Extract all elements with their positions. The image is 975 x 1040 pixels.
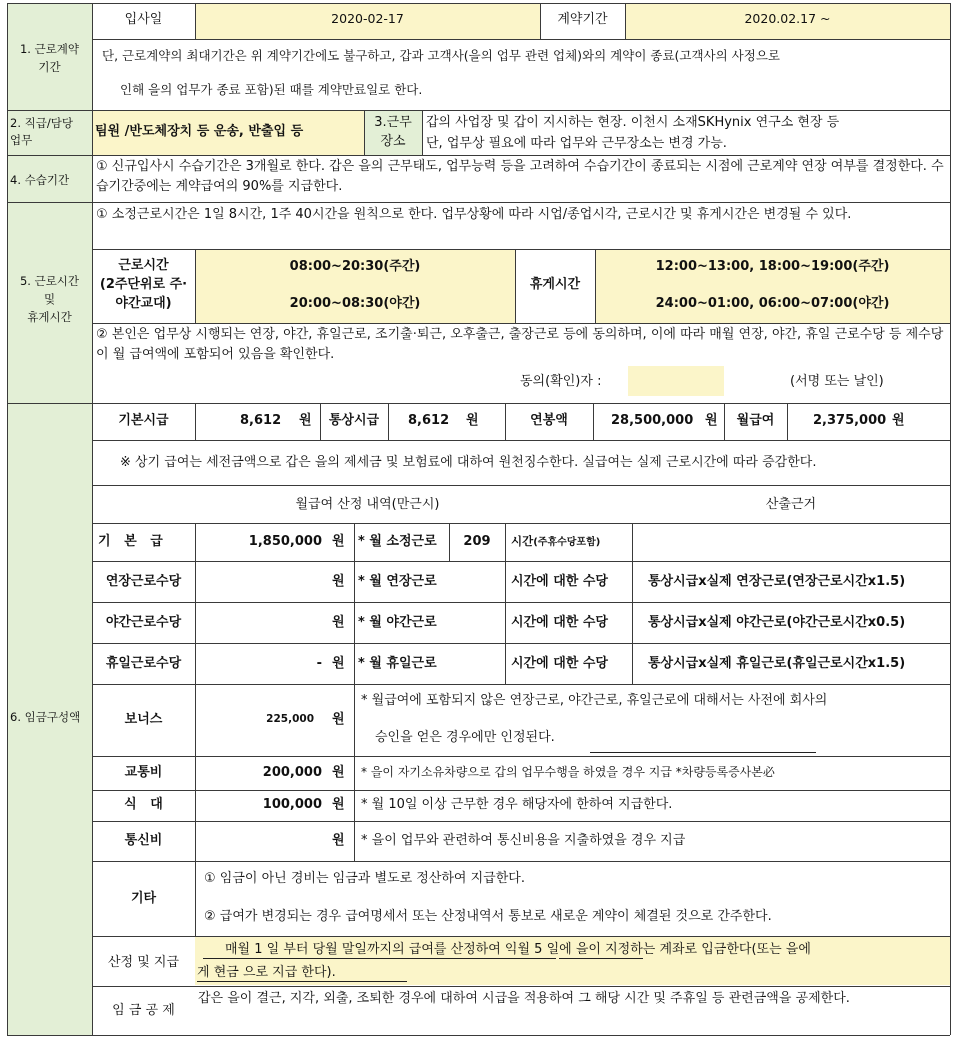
pay-line2: 게 현금 으로 지급 한다). [197, 965, 336, 980]
transport-value: 200,000 [262, 765, 322, 780]
monthly-hours-note: (주휴수당포함) [533, 537, 601, 548]
pay-label: 산정 및 지급 [107, 955, 180, 970]
section-4-label: 4. 수습기간 [10, 173, 70, 187]
contract-note-line1: 단, 근로계약의 최대기간은 위 계약기간에도 불구하고, 갑과 고객사(을의 업무 관련 업체)와의 계약이 종료(고객사의 사정으로 [102, 48, 780, 63]
overtime-label: 연장근로수당 [105, 574, 182, 589]
work-hours-label: 근로시간 (2주단위로 주· 야간교대) [99, 258, 188, 311]
position-value: 팀원 /반도체장치 등 운송, 반출입 등 [95, 124, 304, 139]
overtime-basis: 통상시급x실제 연장근로(연장근로시간x1.5) [648, 574, 906, 589]
etc-label: 기타 [130, 891, 157, 906]
overtime-unit: 원 [332, 574, 345, 589]
monthly-hours-label: * 월 소정근로 [358, 534, 437, 549]
pay-underline-1 [203, 958, 556, 959]
monthly-label: 월급여 [736, 413, 775, 428]
base-pay-label: 기 본 급 [98, 534, 163, 549]
etc-note1: ① 임금이 아닌 경비는 임금과 별도로 정산하여 지급한다. [204, 871, 525, 886]
annual-label: 연봉액 [530, 413, 568, 428]
overtime-item: * 월 연장근로 [358, 574, 437, 589]
monthly-hours-unit-text: 시간 [511, 534, 534, 548]
sign-label: (서명 또는 날인) [790, 374, 884, 389]
overtime-per: 시간에 대한 수당 [511, 574, 608, 589]
meal-unit: 원 [332, 797, 345, 812]
tax-note: ※ 상기 급여는 세전금액으로 갑은 을의 제세금 및 보험료에 대하여 원천징수한다. 실급여는 실제 근로시간에 따라 증감한다. [120, 455, 817, 470]
pay-underline-2 [559, 958, 643, 959]
base-pay-unit: 원 [332, 534, 345, 549]
transport-label: 교통비 [124, 765, 163, 780]
consent-label: 동의(확인)자 : [520, 374, 602, 389]
bonus-note1: * 월급여에 포함되지 않은 연장근로, 야간근로, 휴일근로에 대해서는 사전에 회사의 [361, 693, 828, 708]
break-hours-day: 12:00~13:00, 18:00~19:00(주간) [655, 259, 890, 274]
annual-unit: 원 [705, 413, 718, 428]
pay-line1: 매월 1 일 부터 당월 말일까지의 급여를 산정하여 익월 5 일에 을이 지정하는 계좌로 입금한다(또는 을에 [225, 942, 811, 957]
etc-note2: ② 급여가 변경되는 경우 급여명세서 또는 산정내역서 통보로 새로운 계약이 체결된 것으로 간주한다. [204, 909, 772, 924]
annual-value: 28,500,000 [611, 413, 694, 428]
night-item: * 월 야간근로 [358, 615, 437, 630]
section-label-column-bg [7, 3, 92, 1035]
base-hourly-label: 기본시급 [118, 413, 169, 428]
ordinary-hourly-value: 8,612 [408, 413, 450, 428]
section-1-label: 1. 근로계약 기간 [19, 42, 80, 74]
base-hourly-value: 8,612 [240, 413, 282, 428]
monthly-unit: 원 [892, 413, 905, 428]
bonus-note-underline [590, 752, 816, 753]
section-5-label: 5. 근로시간 및 휴게시간 [19, 274, 80, 324]
phone-unit: 원 [332, 833, 345, 848]
phone-note: * 을이 업무와 관련하여 통신비용을 지출하였을 경우 지급 [361, 833, 686, 848]
meal-note: * 월 10일 이상 근무한 경우 해당자에 한하여 지급한다. [361, 797, 673, 812]
meal-value: 100,000 [262, 797, 322, 812]
night-basis: 통상시급x실제 야간근로(야간근로시간x0.5) [648, 615, 906, 630]
holiday-value: - [316, 656, 322, 671]
bonus-label: 보너스 [124, 712, 163, 727]
pay-underline-3 [197, 981, 407, 982]
ordinary-hourly-unit: 원 [466, 413, 479, 428]
monthly-hours-value: 209 [463, 534, 491, 549]
section-6-label: 6. 임금구성액 [10, 710, 81, 724]
base-pay-value: 1,850,000 [248, 534, 322, 549]
ordinary-hourly-label: 통상시급 [328, 413, 380, 428]
hours-text2: ② 본인은 업무상 시행되는 연장, 야간, 휴일근로, 조기출·퇴근, 오후출근, 출장근로 등에 동의하며, 이에 따라 매월 연장, 야간, 휴일 근로수당 등 제수당이 월 급여액에 포함되어 있음을 확인한다. [96, 327, 944, 362]
holiday-label: 휴일근로수당 [105, 656, 182, 671]
holiday-unit: 원 [332, 656, 345, 671]
place-line1: 갑의 사업장 및 갑이 지시하는 현장. 이천시 소재SKHynix 연구소 현장 등 [426, 115, 840, 130]
monthly-hours-unit [511, 536, 631, 548]
transport-unit: 원 [332, 765, 345, 780]
phone-label: 통신비 [124, 833, 163, 848]
section-2-label: 2. 직급/담당 업무 [10, 116, 73, 147]
consent-sign-box[interactable] [628, 366, 724, 396]
probation-text: ① 신규입사시 수습기간은 3개월로 한다. 갑은 을의 근무태도, 업무능력 등을 고려하여 수습기간이 종료되는 시점에 근로계약 연장 여부를 결정한다. 수습기간중에는 계약급여의 90%를 지급한다. [96, 159, 944, 194]
holiday-basis: 통상시급x실제 휴일근로(휴일근로시간x1.5) [648, 656, 906, 671]
work-hours-day: 08:00~20:30(주간) [289, 259, 421, 274]
basis-header: 산출근거 [765, 497, 817, 512]
place-label: 3.근무 장소 [374, 115, 412, 149]
bonus-note2: 승인을 얻은 경우에만 인정된다. [375, 730, 555, 745]
break-hours-label: 휴게시간 [529, 277, 581, 292]
monthly-value: 2,375,000 [813, 413, 887, 428]
term-label: 계약기간 [557, 12, 608, 27]
work-hours-night: 20:00~08:30(야간) [289, 296, 421, 311]
hours-text1: ① 소정근로시간은 1일 8시간, 1주 40시간을 원칙으로 한다. 업무상황에 따라 시업/종업시각, 근로시간 및 휴게시간은 변경될 수 있다. [96, 207, 852, 222]
start-date-label: 입사일 [124, 12, 163, 27]
contract-note-line2: 인해 을의 업무가 종료 포함)된 때를 계약만료일로 한다. [120, 82, 423, 97]
holiday-per: 시간에 대한 수당 [511, 656, 608, 671]
start-date-value: 2020-02-17 [331, 11, 404, 26]
night-per: 시간에 대한 수당 [511, 615, 608, 630]
deduct-note: 갑은 을이 결근, 지각, 외출, 조퇴한 경우에 대하여 시급을 적용하여 그 해당 시간 및 주휴일 등 관련금액을 공제한다. [198, 991, 850, 1006]
breakdown-header: 월급여 산정 내역(만근시) [295, 497, 440, 512]
bonus-value: 225,000 [266, 713, 314, 725]
base-hourly-unit: 원 [299, 413, 312, 428]
transport-note: * 을이 자기소유차량으로 갑의 업무수행을 하였을 경우 지급 *차량등록증사본必 [361, 765, 775, 779]
deduct-label: 임 금 공 제 [112, 1003, 175, 1018]
holiday-item: * 월 휴일근로 [358, 656, 437, 671]
bonus-unit: 원 [332, 712, 345, 727]
term-value: 2020.02.17 ~ [744, 11, 831, 26]
place-line2: 단, 업무상 필요에 따라 업무와 근무장소는 변경 가능. [426, 136, 727, 151]
break-hours-night: 24:00~01:00, 06:00~07:00(야간) [655, 296, 890, 311]
night-unit: 원 [332, 615, 345, 630]
night-label: 야간근로수당 [105, 615, 182, 630]
meal-label: 식 대 [124, 797, 163, 812]
